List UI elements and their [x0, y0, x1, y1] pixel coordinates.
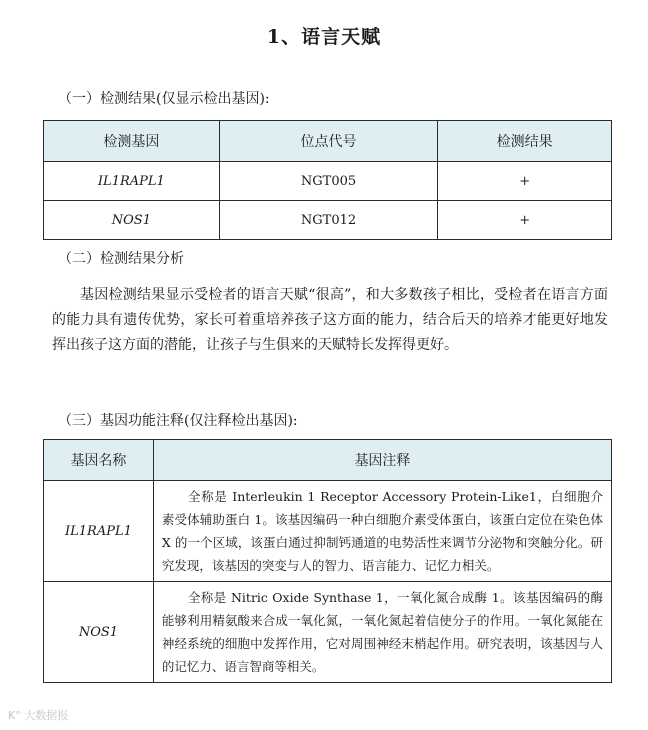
table-header-row	[44, 121, 612, 162]
site-cell: NGT005	[219, 162, 438, 201]
header-gene-name: 基因名称	[44, 440, 154, 481]
header-result: 检测结果	[438, 121, 612, 162]
detection-result-table	[43, 120, 612, 240]
table-header-row	[44, 440, 612, 481]
table-row	[44, 162, 612, 201]
section1-heading: （一）检测结果(仅显示检出基因):	[58, 91, 270, 107]
header-gene: 检测基因	[44, 121, 220, 162]
site-cell: NGT012	[219, 201, 438, 240]
gene-cell: NOS1	[44, 201, 220, 240]
watermark: K° 大数据报	[8, 709, 69, 722]
annotation-cell: 全称是 Nitric Oxide Synthase 1，一氧化氮合成酶 1。该基因编码的酶能够利用精氨酸来合成一氧化氮，一氧化氮起着信使分子的作用。一氧化氮能在神经系统的细胞中发挥作用，它对周围神经末梢起作用。研究表明，该基因与人的记忆力、语言智商等相关。	[153, 582, 611, 683]
table-row	[44, 201, 612, 240]
result-cell: +	[438, 201, 612, 240]
gene-annotation-table	[43, 439, 612, 683]
table-row	[44, 582, 612, 683]
header-site: 位点代号	[219, 121, 438, 162]
page-title: 1、语言天赋	[266, 26, 382, 48]
gene-cell: IL1RAPL1	[44, 481, 154, 582]
section2-heading: （二）检测结果分析	[58, 251, 184, 267]
table-row	[44, 481, 612, 582]
gene-cell: IL1RAPL1	[44, 162, 220, 201]
analysis-paragraph: 基因检测结果显示受检者的语言天赋“很高”，和大多数孩子相比，受检者在语言方面的能力具有遗传优势，家长可着重培养孩子这方面的能力，结合后天的培养才能更好地发挥出孩子这方面的潜能，让孩子与生俱来的天赋特长发挥得更好。	[52, 287, 608, 353]
section3-heading: （三）基因功能注释(仅注释检出基因):	[58, 413, 298, 429]
header-annotation: 基因注释	[153, 440, 611, 481]
annotation-cell: 全称是 Interleukin 1 Receptor Accessory Protein-Like1，白细胞介素受体辅助蛋白 1。该基因编码一种白细胞介素受体蛋白，该蛋白定位在染色体 X 的一个区域，该蛋白通过抑制钙通道的电势活性来调节分泌物和突触分化。研究发现，该基因的突变与人的智力、语言能力、记忆力相关。	[153, 481, 611, 582]
result-cell: +	[438, 162, 612, 201]
gene-cell: NOS1	[44, 582, 154, 683]
